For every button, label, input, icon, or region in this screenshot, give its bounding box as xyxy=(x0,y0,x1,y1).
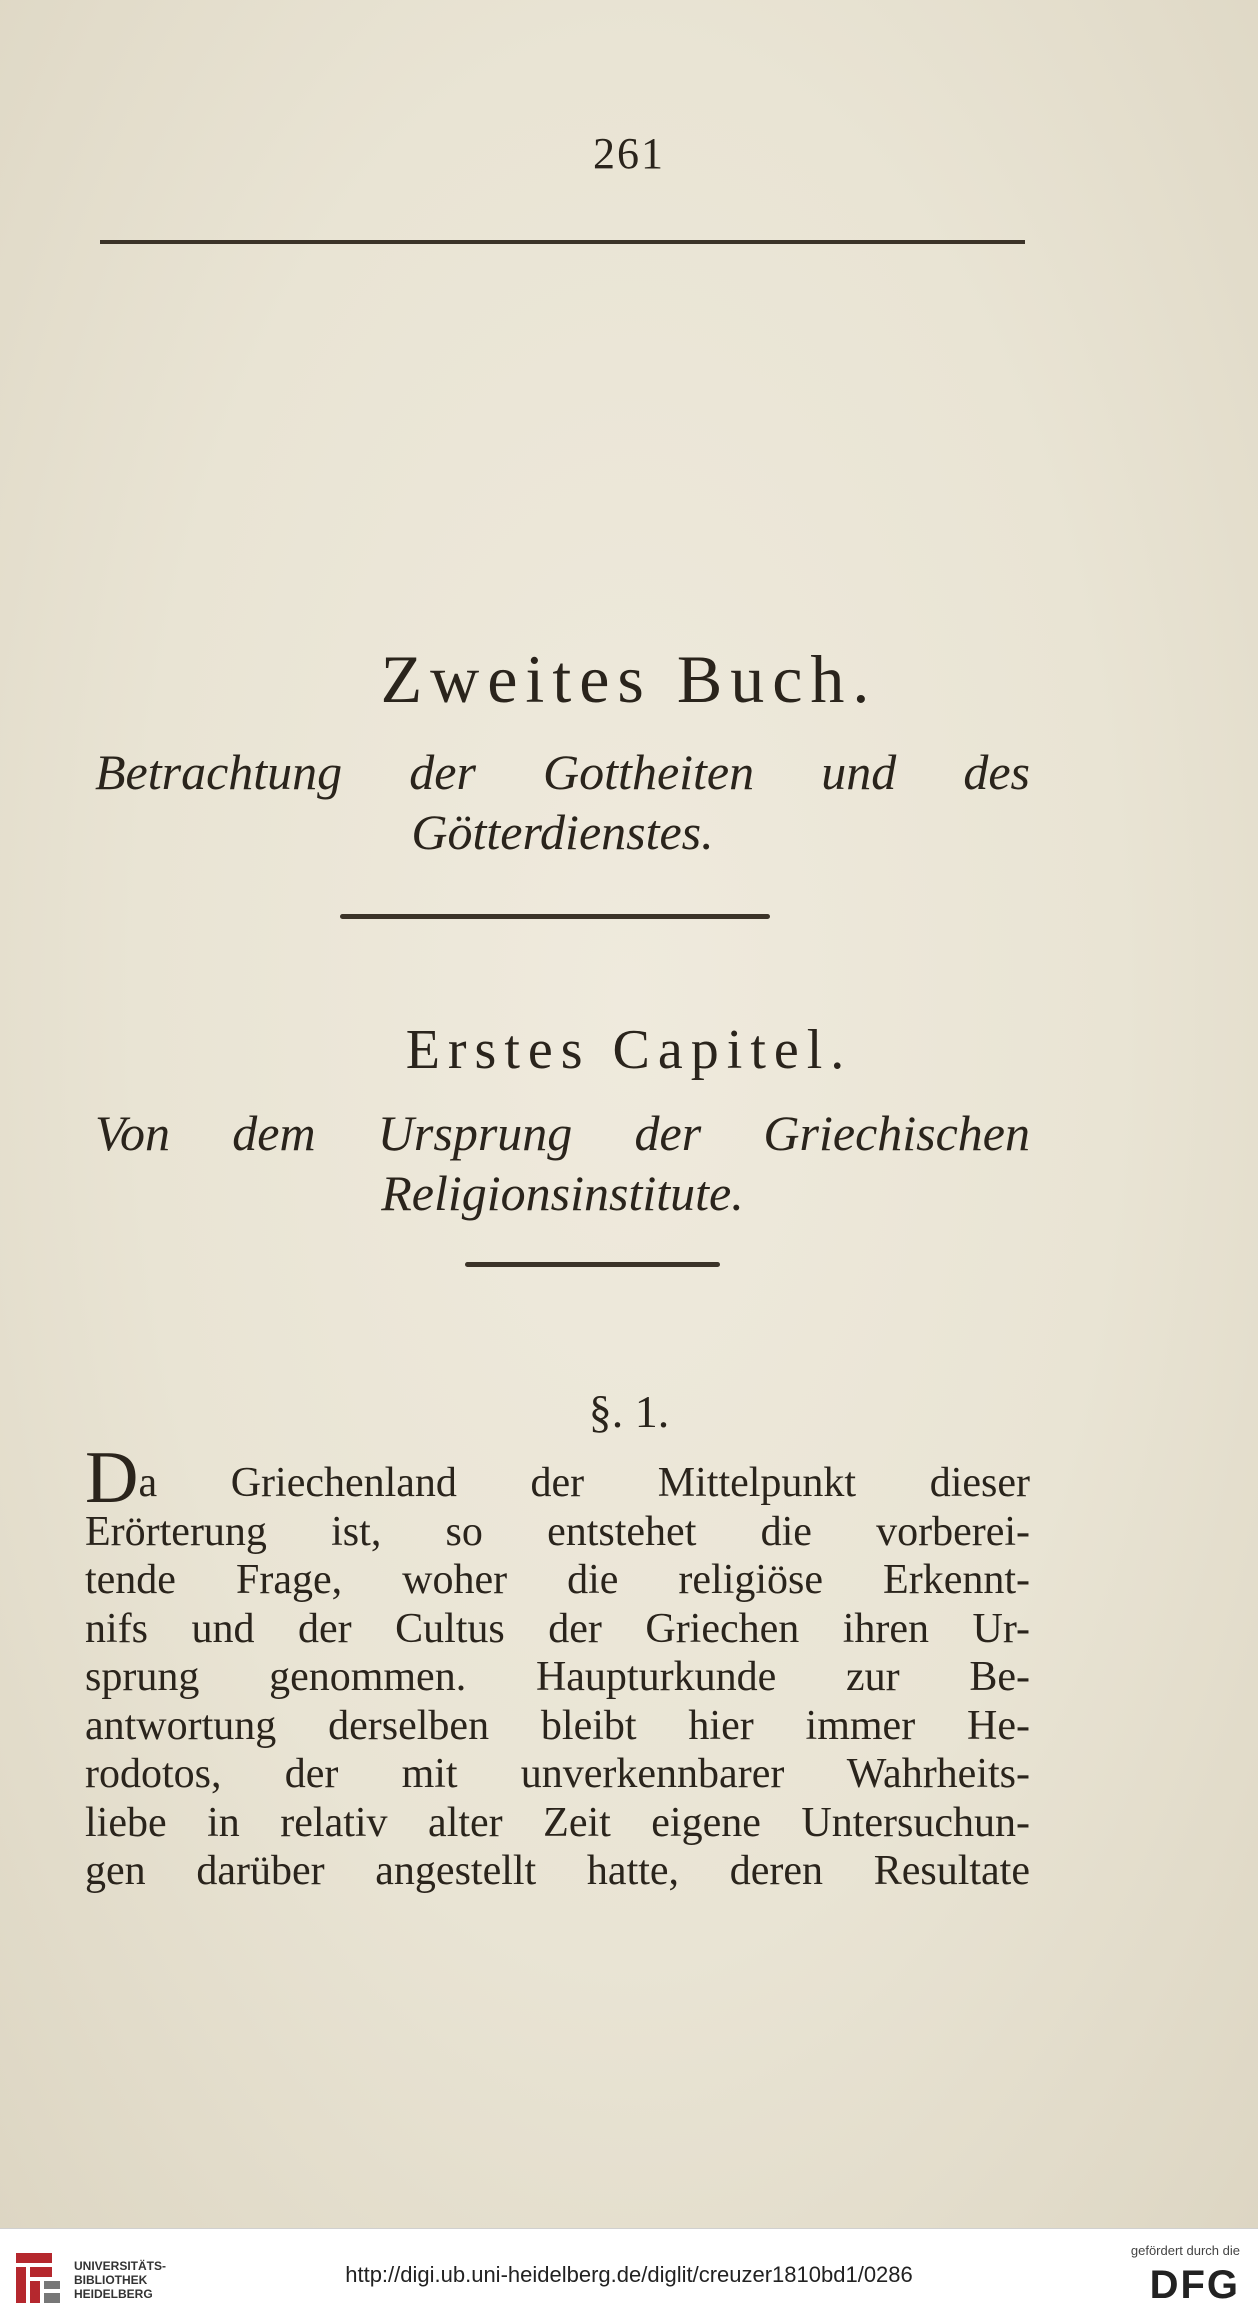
body-line: antwortung derselben bleibt hier immer He- xyxy=(85,1702,1030,1749)
divider-rule-2 xyxy=(465,1262,720,1267)
body-line: liebe in relativ alter Zeit eigene Untersuchun- xyxy=(85,1799,1030,1846)
sponsor-text: gefördert durch die xyxy=(1130,2243,1240,2258)
body-line-text: a Griechenland der Mittelpunkt dieser xyxy=(138,1460,1030,1506)
body-line: gen darüber angestellt hatte, deren Resultate xyxy=(85,1848,1030,1894)
book-heading: Zweites Buch. xyxy=(380,641,878,717)
body-line xyxy=(85,1437,1030,1519)
footer-bar xyxy=(0,2228,1258,2323)
body-line: sprung genommen. Haupturkunde zur Be- xyxy=(85,1654,1030,1700)
top-rule xyxy=(100,240,1025,244)
body-line: nifs und der Cultus der Griechen ihren Ur- xyxy=(85,1605,1030,1652)
body-line: tende Frage, woher die religiöse Erkennt- xyxy=(85,1557,1030,1603)
body-paragraph xyxy=(85,1437,1030,1896)
page-number: 261 xyxy=(593,129,665,178)
book-subtitle: Betrachtung der Gottheiten und des Götterdienstes. xyxy=(95,744,1030,860)
library-name-line: UNIVERSITÄTS- xyxy=(74,2259,167,2273)
chapter-subtitle: Von dem Ursprung der Griechischen Religionsinstitute. xyxy=(95,1105,1030,1221)
body-line: Erörterung ist, so entstehet die vorberei- xyxy=(85,1508,1030,1555)
dfg-logo: DFG xyxy=(1149,2263,1240,2307)
library-name-line: HEIDELBERG xyxy=(74,2287,153,2301)
chapter-heading: Erstes Capitel. xyxy=(405,1019,853,1081)
body-line: rodotos, der mit unverkennbarer Wahrheits- xyxy=(85,1751,1030,1797)
library-name-line: BIBLIOTHEK xyxy=(74,2273,148,2287)
divider-rule-1 xyxy=(340,914,770,919)
source-url[interactable]: http://digi.ub.uni-heidelberg.de/diglit/creuzer1810bd1/0286 xyxy=(345,2262,913,2287)
drop-cap: D xyxy=(85,1437,139,1519)
section-mark: §. 1. xyxy=(588,1386,670,1437)
